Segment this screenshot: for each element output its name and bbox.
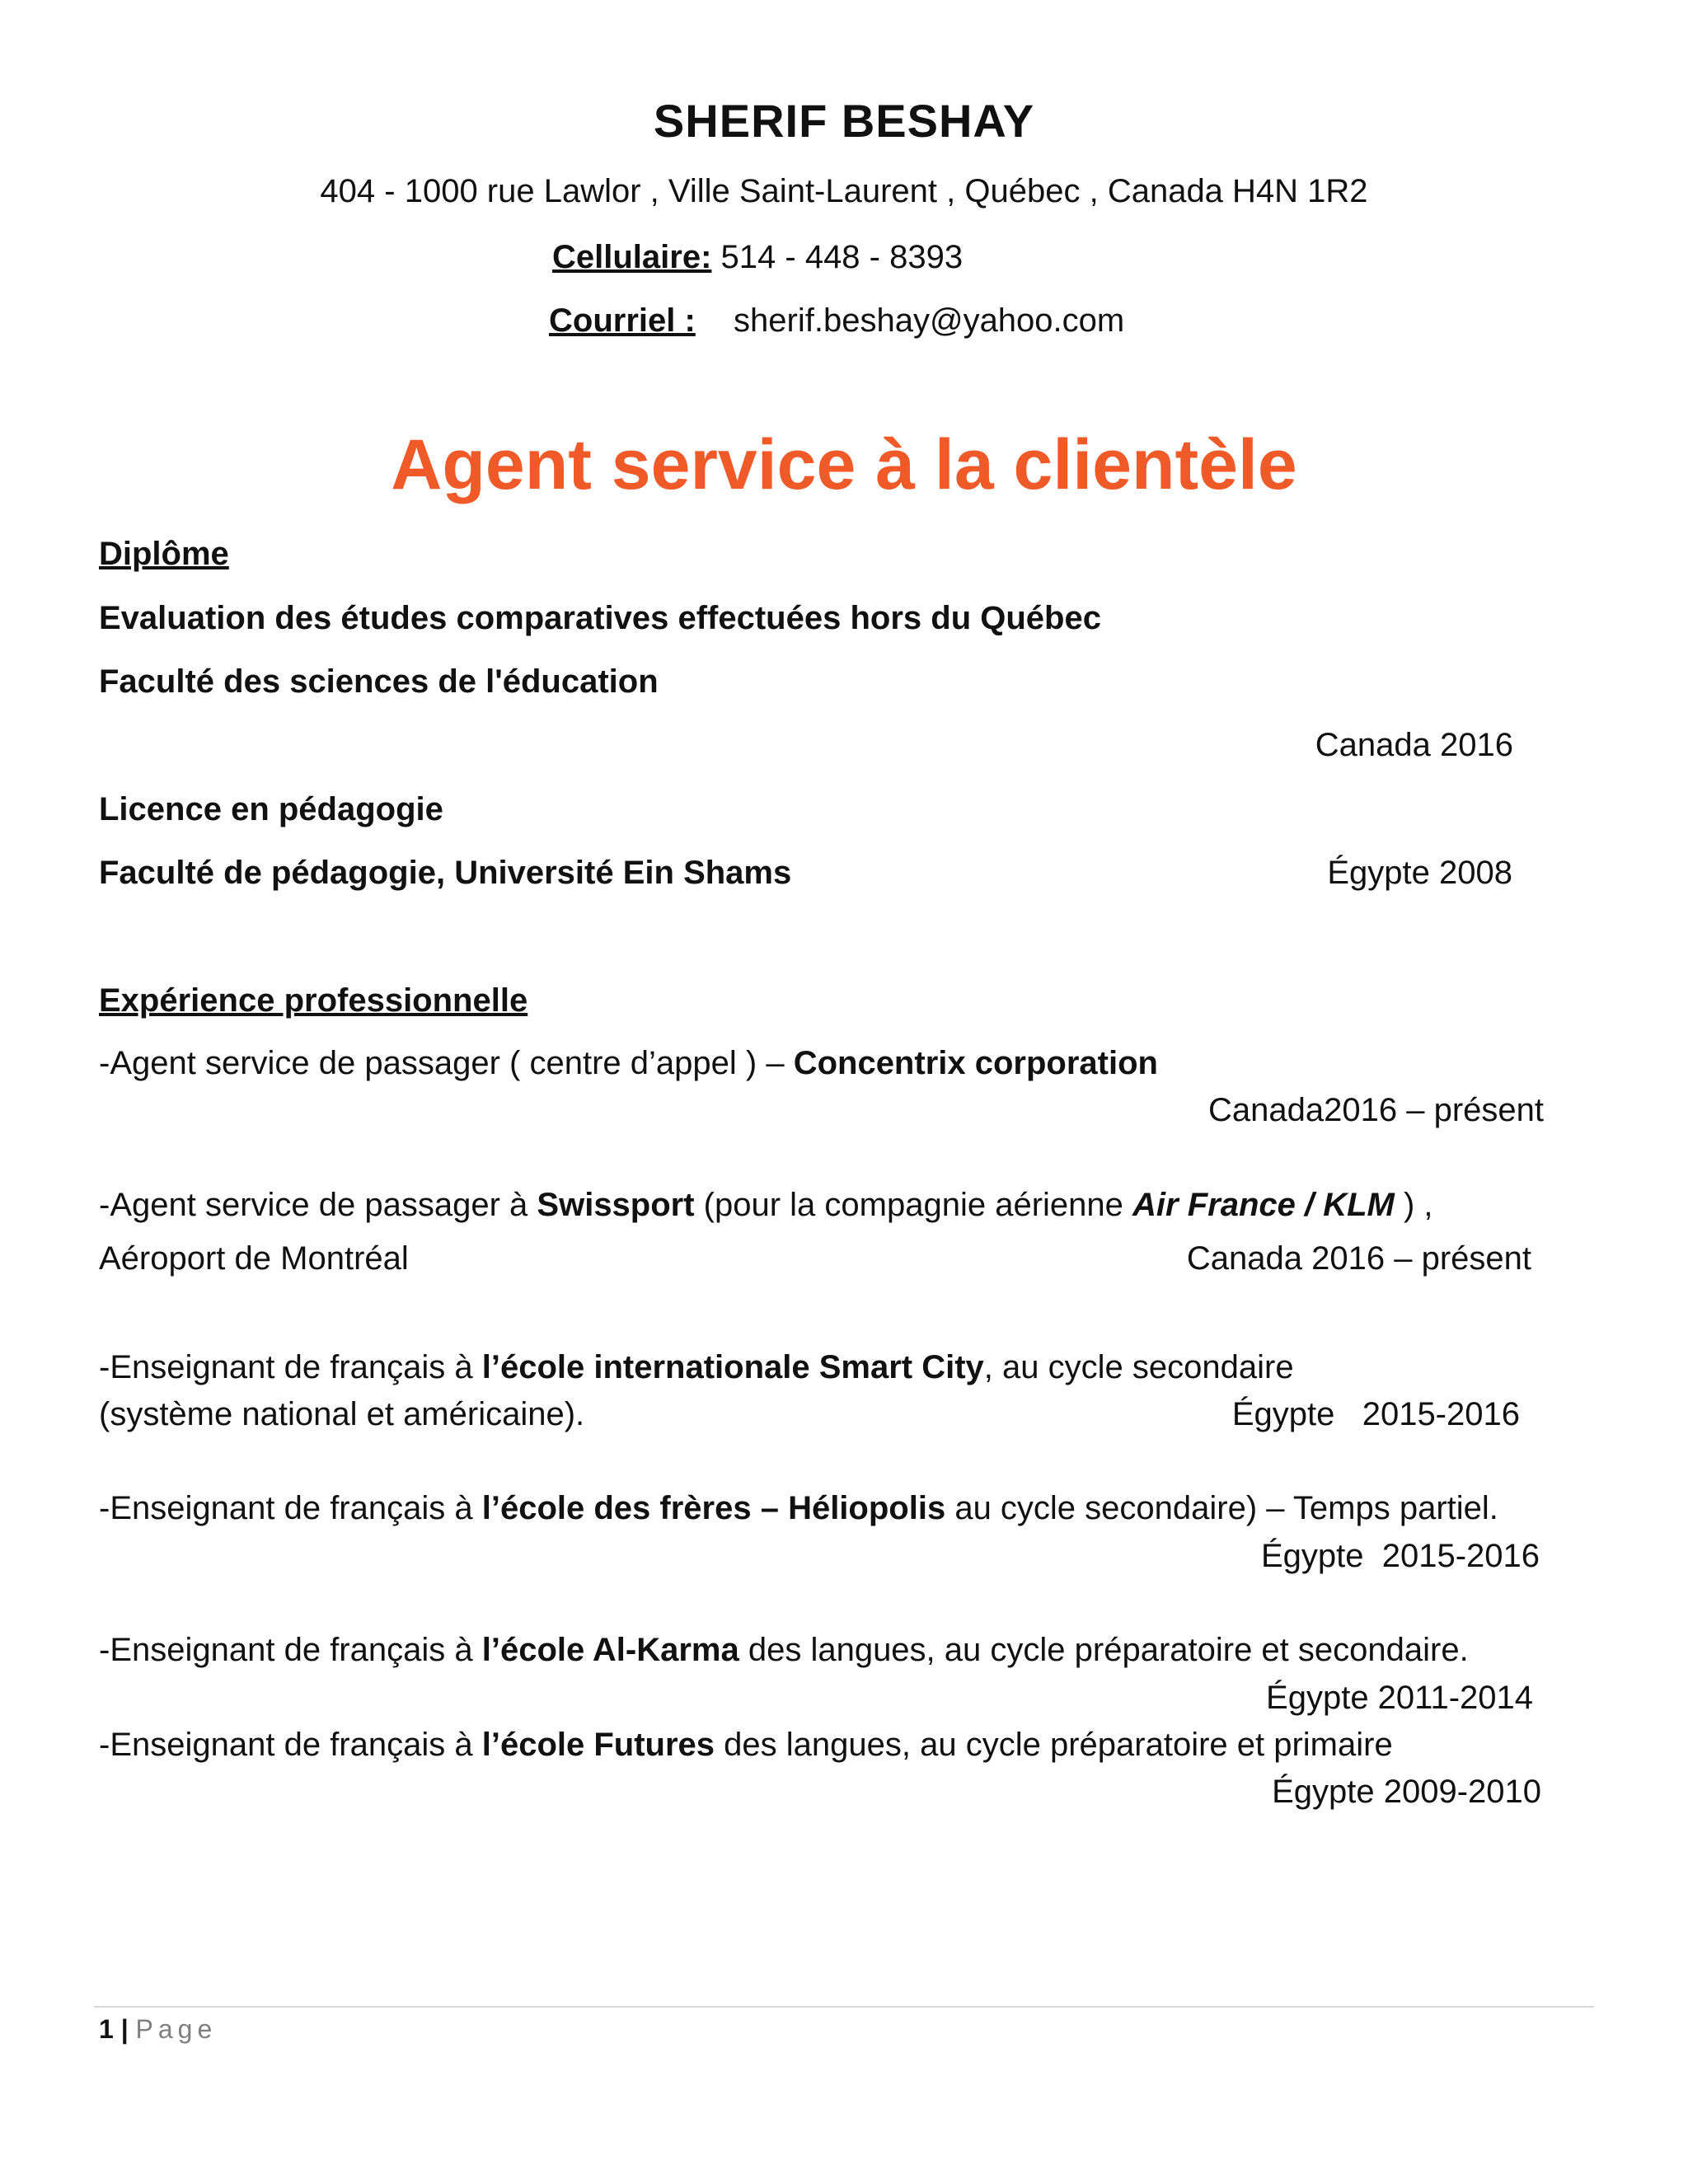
experience-item-3-post: , au cycle secondaire (983, 1349, 1294, 1385)
experience-item-6-date: Égypte 2009-2010 (1272, 1774, 1541, 1810)
experience-item-6 (99, 1727, 1393, 1764)
experience-item-2-mid: (pour la compagnie aérienne (694, 1187, 1133, 1223)
experience-item-2 (99, 1187, 1433, 1224)
phone-line (552, 239, 963, 276)
page-label: Page (135, 2014, 218, 2044)
diploma-date-1: Canada 2016 (1315, 727, 1513, 763)
experience-item-6-text: -Enseignant de français à (99, 1727, 482, 1763)
experience-item-6-post: des langues, au cycle préparatoire et primaire (715, 1727, 1393, 1763)
experience-item-3-text: -Enseignant de français à (99, 1349, 482, 1385)
experience-item-2-post: ) , (1394, 1187, 1433, 1223)
experience-item-3-line-2: (système national et américaine). (99, 1396, 585, 1432)
experience-item-5-employer: l’école Al-Karma (481, 1632, 739, 1668)
experience-item-5-text: -Enseignant de français à (99, 1632, 482, 1668)
applicant-name: SHERIF BESHAY (653, 95, 1035, 147)
experience-item-4-employer: l’école des frères – Héliopolis (481, 1490, 946, 1526)
email-label: Courriel : (549, 302, 696, 339)
experience-item-4-text: -Enseignant de français à (99, 1490, 482, 1526)
experience-item-3-date: Égypte 2015-2016 (1231, 1396, 1520, 1432)
experience-item-5-date: Égypte 2011-2014 (1266, 1680, 1533, 1716)
experience-item-2-airline: Air France / KLM (1132, 1187, 1395, 1223)
phone-number: 514 - 448 - 8393 (720, 239, 964, 275)
diploma-line-3: Licence en pédagogie (99, 791, 443, 827)
experience-item-2-date: Canada 2016 – présent (1186, 1240, 1531, 1277)
experience-item-4-post: au cycle secondaire) – Temps partiel. (945, 1490, 1498, 1526)
diploma-heading: Diplôme (99, 536, 229, 572)
page-number: 1 (99, 2014, 114, 2044)
experience-item-1-employer: Concentrix corporation (793, 1045, 1158, 1081)
experience-item-4-date: Égypte 2015-2016 (1260, 1538, 1540, 1574)
page-footer (99, 2014, 217, 2045)
experience-item-5-post: des langues, au cycle préparatoire et secondaire. (738, 1632, 1469, 1668)
diploma-line-4: Faculté de pédagogie, Université Ein Shams (99, 855, 792, 891)
experience-item-3 (99, 1349, 1294, 1386)
job-title: Agent service à la clientèle (391, 425, 1297, 504)
footer-divider (94, 2006, 1594, 2008)
phone-label: Cellulaire: (552, 239, 712, 275)
email-address: sherif.beshay@yahoo.com (734, 302, 1125, 339)
experience-item-6-employer: l’école Futures (481, 1727, 715, 1763)
diploma-date-2: Égypte 2008 (1327, 855, 1512, 891)
page-separator: | (120, 2014, 129, 2044)
diploma-line-2: Faculté des sciences de l'éducation (99, 663, 659, 700)
experience-item-1-text: -Agent service de passager ( centre d’appel ) – (99, 1045, 794, 1081)
experience-item-2-text: -Agent service de passager à (99, 1187, 537, 1223)
experience-item-1-date: Canada2016 – présent (1208, 1092, 1544, 1128)
experience-item-2-employer: Swissport (537, 1187, 695, 1223)
experience-item-4 (99, 1490, 1498, 1527)
experience-item-1 (99, 1045, 1158, 1082)
experience-item-5 (99, 1632, 1469, 1669)
address: 404 - 1000 rue Lawlor , Ville Saint-Laurent , Québec , Canada H4N 1R2 (320, 173, 1368, 209)
experience-item-3-employer: l’école internationale Smart City (481, 1349, 984, 1385)
email-line (549, 302, 1124, 340)
diploma-line-1: Evaluation des études comparatives effectuées hors du Québec (99, 600, 1101, 636)
experience-item-2-location: Aéroport de Montréal (99, 1240, 409, 1277)
experience-heading: Expérience professionnelle (99, 982, 528, 1019)
